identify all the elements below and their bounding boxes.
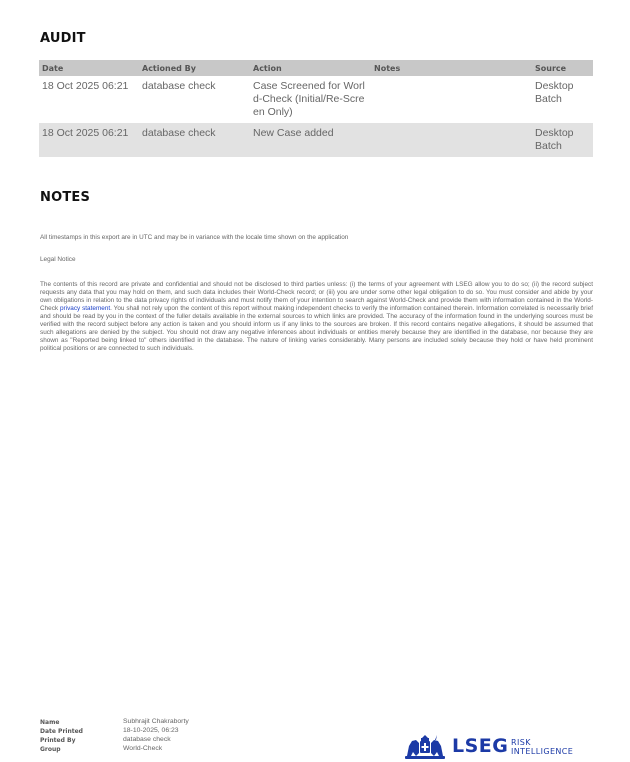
printed-by-value: database check <box>123 736 171 743</box>
group-label: Group <box>40 746 61 753</box>
printed-by-label: Printed By <box>40 737 76 744</box>
column-header-action: Action <box>250 60 371 76</box>
column-header-date: Date <box>39 60 139 76</box>
cell-notes <box>371 123 532 157</box>
name-value: Subhrajit Chakraborty <box>123 718 189 725</box>
cell-notes <box>371 76 532 123</box>
footer-labels <box>40 718 83 754</box>
privacy-statement-link[interactable]: privacy statement <box>59 305 111 312</box>
date-printed-label: Date Printed <box>40 728 83 735</box>
cell-action: New Case added <box>250 123 371 157</box>
audit-heading: AUDIT <box>40 31 86 46</box>
logo-brand-text: LSEG <box>452 735 509 757</box>
audit-table <box>39 60 593 157</box>
timestamp-note: All timestamps in this export are in UTC and may be in variance with the locale time shown on the application <box>40 234 349 241</box>
cell-date: 18 Oct 2025 06:21 <box>39 123 139 157</box>
column-header-notes: Notes <box>371 60 532 76</box>
cell-action: Case Screened for World-Check (Initial/Re-Screen Only) <box>253 80 365 118</box>
table-row <box>39 76 593 123</box>
cell-actioned-by: database check <box>142 80 216 92</box>
notes-heading: NOTES <box>40 190 91 205</box>
date-printed-value: 18-10-2025, 06:23 <box>123 727 179 734</box>
column-header-source: Source <box>532 60 593 76</box>
cell-actioned-by: database check <box>139 123 250 157</box>
logo-subtitle-line-1: RISK <box>511 738 531 747</box>
lseg-risk-intelligence-logo <box>404 733 584 761</box>
legal-notice-body <box>40 281 593 353</box>
cell-source: Desktop Batch <box>535 80 574 105</box>
column-header-actioned-by: Actioned By <box>139 60 250 76</box>
legal-text-part: The contents of this record are private and confidential and should not be disclosed to third parties unless: (i) the terms of your agreement with LSEG allow you to do so; (ii) the record subject requests any data that you may hold on them, and such data includes their World-Check record; or (iii) you are under some other legal obligation to do so. You must consider and abide by your own obligations in relation to the data privacy rights of individuals and must notify them of your intention to search against World-Check and provide them with information contained in the World-Check <box>40 281 593 312</box>
footer-values <box>123 717 189 753</box>
logo-subtitle-line-2: INTELLIGENCE <box>511 747 574 756</box>
name-label: Name <box>40 719 60 726</box>
cell-date: 18 Oct 2025 06:21 <box>42 80 129 92</box>
cell-source: Desktop Batch <box>532 123 593 157</box>
logo-subtitle <box>511 738 573 756</box>
legal-notice-title: Legal Notice <box>40 256 76 263</box>
audit-header-row <box>39 60 593 76</box>
table-row <box>39 123 593 157</box>
lion-unicorn-crest-icon <box>404 734 446 760</box>
group-value: World-Check <box>123 745 163 752</box>
legal-text-part: . You shall not rely upon the content of this report without making independent checks to verify the information contained therein. Information correlated is necessarily brief and should be read by you in the context of the fuller details available in the external sources to which links are provided. The accuracy of the information found in the underlying sources must be verified with the record subject before any action is taken and you should inform us if any links to the sources are broken. If this record contains negative allegations, it should be assumed that such allegations are denied by the subject. You should not draw any negative inferences about individuals or entities merely because they are identified in the database, nor because they are shown as "Reported being linked to" others identified in the database. The nature of linking varies considerably. Many persons are included solely because they hold or have held prominent political positions or are connected to such individuals. <box>40 305 593 352</box>
